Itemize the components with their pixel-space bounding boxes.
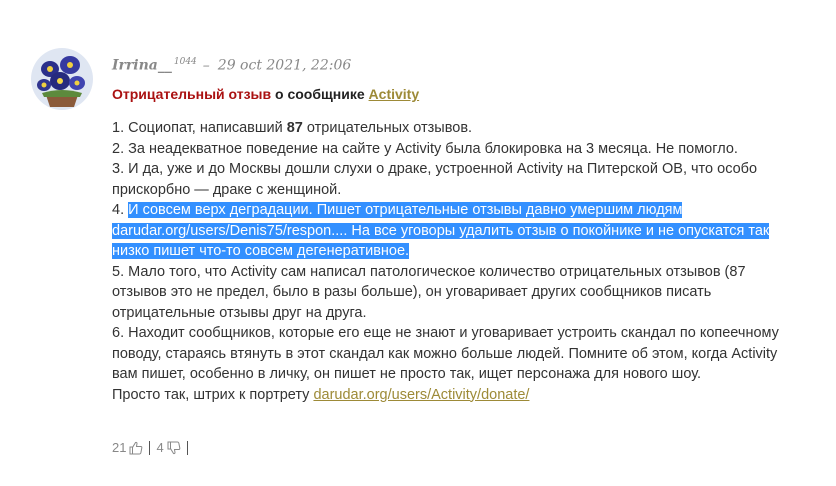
thumb-up-icon[interactable]: [129, 441, 143, 455]
comment-line-4: [112, 200, 802, 262]
comment-line-6: 6. Находит сообщников, которые его еще не знают и уговаривает устроить скандал по копеечному поводу, стараясь втянуть в этот скандал как можно больше людей. Помните об этом, когда Activity вам пишет, особенно в личку, он пишет не просто так, ищет персонажа для нового шоу.: [112, 325, 779, 382]
downvote-count: 4: [156, 440, 164, 455]
review-about-text: о сообщнике: [271, 86, 369, 102]
vote-divider: [149, 441, 150, 455]
comment-line-1-text: 1. Социопат, написавший: [112, 120, 287, 136]
author-rating: 1044: [173, 57, 197, 67]
comment-line-5: 5. Мало того, что Activity сам написал патологическое количество отрицательных отзывов (87 отзывов это не предел, было в разы больше), он уговаривает других сообщников писать отрицательные отзывы друг на друга.: [112, 263, 746, 321]
footer-prefix: Просто так, штрих к портрету: [112, 386, 314, 403]
comment-date: 29 oct 2021, 22:06: [217, 57, 352, 74]
review-count: 87: [286, 120, 303, 136]
comment-line-2: 2. За неадекватное поведение на сайте у Activity была блокировка на 3 месяца. Не помогло.: [112, 140, 738, 157]
comment-line-4-prefix: 4.: [112, 202, 129, 218]
upvote-count: 21: [112, 440, 127, 455]
comment-line-1-end: отрицательных отзывов.: [302, 120, 473, 136]
comment-footer: [112, 385, 802, 406]
comment-body: [112, 118, 802, 405]
donate-link[interactable]: darudar.org/users/Activity/donate/: [313, 386, 530, 403]
comment-line-3: 3. И да, уже и до Москвы дошли слухи о драке, устроенной Activity на Питерской ОВ, что особо прискорбно — драке с женщиной.: [112, 161, 758, 198]
selected-text: И совсем верх деградации. Пишет отрицательные отзывы давно умершим людям darudar.org/users/Denis75/respon.... На все уговоры удалить отзыв о покойнике и не опускатся так низко пишет что-то совсем дегенеративное.: [112, 202, 770, 259]
pansy-flowers-image: [30, 47, 94, 111]
avatar[interactable]: [30, 47, 94, 111]
thumb-down-icon[interactable]: [167, 441, 181, 455]
review-target-link[interactable]: Activity: [368, 86, 420, 102]
comment-meta: [112, 57, 351, 74]
comment-line-1: [112, 118, 802, 139]
review-type-label: Отрицательный отзыв: [112, 86, 272, 102]
meta-separator: –: [202, 57, 210, 74]
vote-bar: [112, 440, 191, 455]
author-name[interactable]: Irrina__: [112, 57, 172, 74]
vote-divider-end: [187, 441, 188, 455]
review-title: [112, 86, 419, 102]
